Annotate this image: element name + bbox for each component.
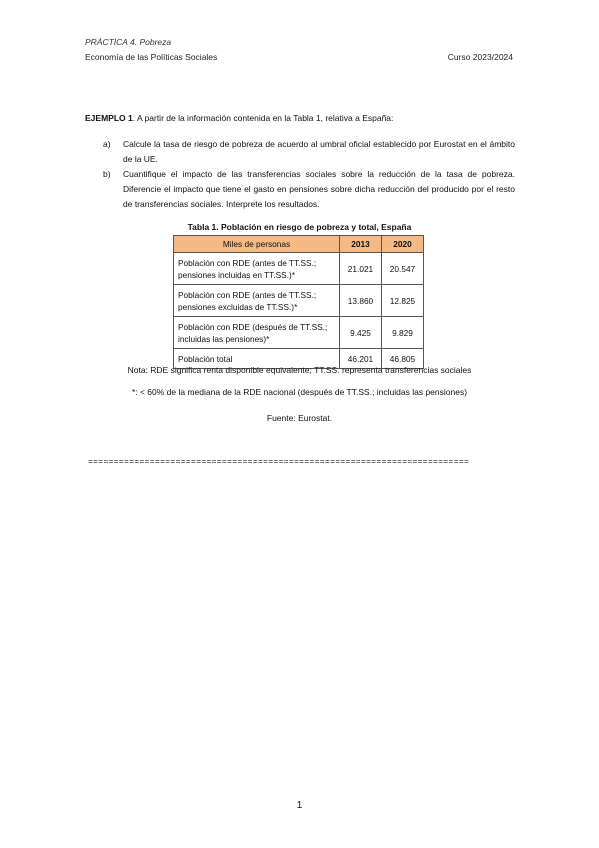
table-header-row: [174, 236, 424, 253]
course-title: PRÁCTICA 4. Pobreza: [85, 37, 172, 47]
header-year-2013: 2013: [340, 236, 382, 253]
table-row: [174, 317, 424, 349]
page-number: 1: [296, 800, 303, 811]
cell-2013: 21.021: [340, 253, 382, 285]
cell-2013: 46.201: [340, 349, 382, 369]
question-item: [103, 167, 515, 212]
question-letter: b): [103, 169, 111, 179]
row-label: Población total: [174, 349, 340, 369]
question-letter: a): [103, 139, 111, 149]
table-source: Fuente: Eurostat.: [266, 413, 333, 423]
header-year-2020: 2020: [382, 236, 424, 253]
question-item: [103, 137, 515, 167]
exercise-intro: [85, 112, 515, 125]
cell-2020: 46.805: [382, 349, 424, 369]
question-text: Cuantifique el impacto de las transferencias sociales sobre la reducción de la tasa de pobreza. Diferencie el impacto que tiene el gasto en pensiones sobre dicha reducción del producido por el resto de transferencias sociales. Interprete los resultados.: [123, 169, 515, 209]
table-row: [174, 253, 424, 285]
cell-2020: 20.547: [382, 253, 424, 285]
row-label: Población con RDE (antes de TT.SS.; pensiones excluidas de TT.SS.)*: [174, 285, 340, 317]
academic-year: Curso 2023/2024: [447, 52, 513, 62]
subject-title: Economía de las Políticas Sociales: [85, 52, 218, 62]
poverty-table: [173, 235, 424, 369]
cell-2020: 12.825: [382, 285, 424, 317]
exercise-title: EJEMPLO 1: [85, 113, 133, 123]
row-label: Población con RDE (antes de TT.SS.; pensiones incluidas en TT.SS.)*: [174, 253, 340, 285]
header-label: Miles de personas: [174, 236, 340, 253]
table-note: Nota: RDE significa renta disponible equivalente; TT.SS. representa transferencias sociales: [127, 365, 472, 375]
section-divider: ==========================================================================: [88, 458, 470, 467]
question-text: Calcule la tasa de riesgo de pobreza de acuerdo al umbral oficial establecido por Eurostat en el ámbito de la UE.: [123, 139, 515, 164]
cell-2020: 9.829: [382, 317, 424, 349]
exercise-intro-text: . A partir de la información contenida en la Tabla 1, relativa a España:: [132, 113, 394, 123]
question-list: [103, 137, 515, 212]
table-footnote: *: < 60% de la mediana de la RDE nacional (después de TT.SS.; incluidas las pensiones): [131, 387, 468, 397]
row-label: Población con RDE (después de TT.SS.; incluidas las pensiones)*: [174, 317, 340, 349]
table-caption: Tabla 1. Población en riesgo de pobreza y total, España: [187, 222, 412, 232]
cell-2013: 13.860: [340, 285, 382, 317]
cell-2013: 9.425: [340, 317, 382, 349]
table-row: [174, 285, 424, 317]
